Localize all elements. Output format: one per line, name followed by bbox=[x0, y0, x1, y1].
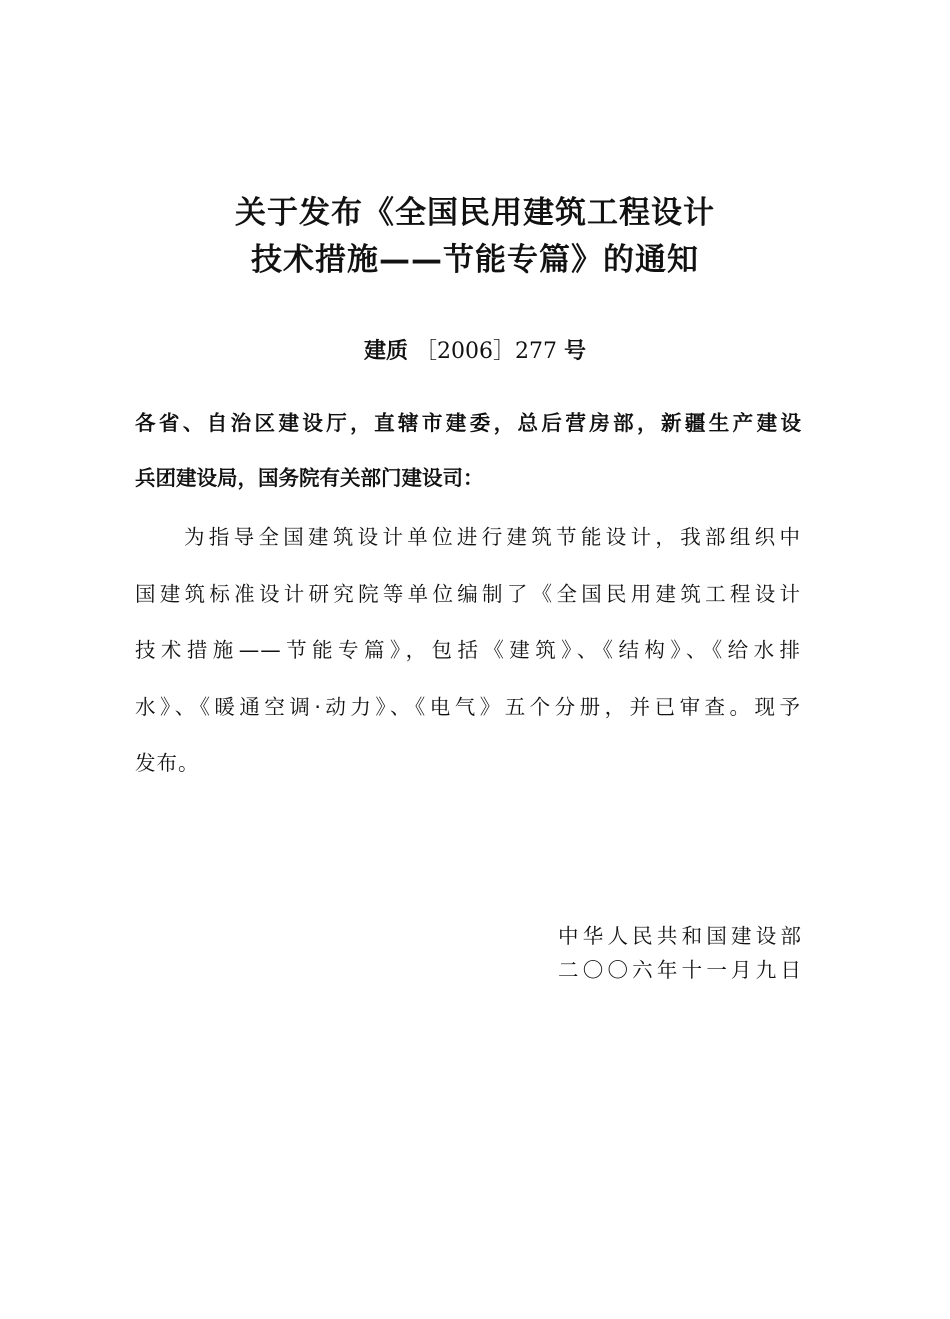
notice-title-line-1: 关于发布《全国民用建筑工程设计 bbox=[235, 195, 715, 231]
body-line-1: 为指导全国建筑设计单位进行建筑节能设计，我部组织中 bbox=[184, 525, 801, 549]
doc-number-prefix: 建质 bbox=[363, 339, 408, 364]
doc-number-body: ［2006］277 bbox=[415, 339, 557, 364]
addressee-line-2: 兵团建设局，国务院有关部门建设司： bbox=[135, 466, 484, 490]
addressee-line-1: 各省、自治区建设厅，直辖市建委，总后营房部，新疆生产建设 bbox=[135, 411, 801, 435]
body-line-5: 发布。 bbox=[135, 751, 200, 775]
issue-date: 二〇〇六年十一月九日 bbox=[558, 958, 801, 982]
notice-title-line-2: 技术措施——节能专篇》的通知 bbox=[251, 242, 699, 278]
body-line-4: 水》、《暖通空调·动力》、《电气》五个分册，并已审查。现予 bbox=[135, 695, 801, 719]
body-line-3: 技术措施——节能专篇》，包括《建筑》、《结构》、《给水排 bbox=[135, 638, 801, 662]
issuer-name: 中华人民共和国建设部 bbox=[558, 924, 801, 948]
doc-number-suffix: 号 bbox=[563, 339, 586, 364]
body-line-2: 国建筑标准设计研究院等单位编制了《全国民用建筑工程设计 bbox=[135, 582, 801, 606]
document-number bbox=[0, 335, 950, 369]
